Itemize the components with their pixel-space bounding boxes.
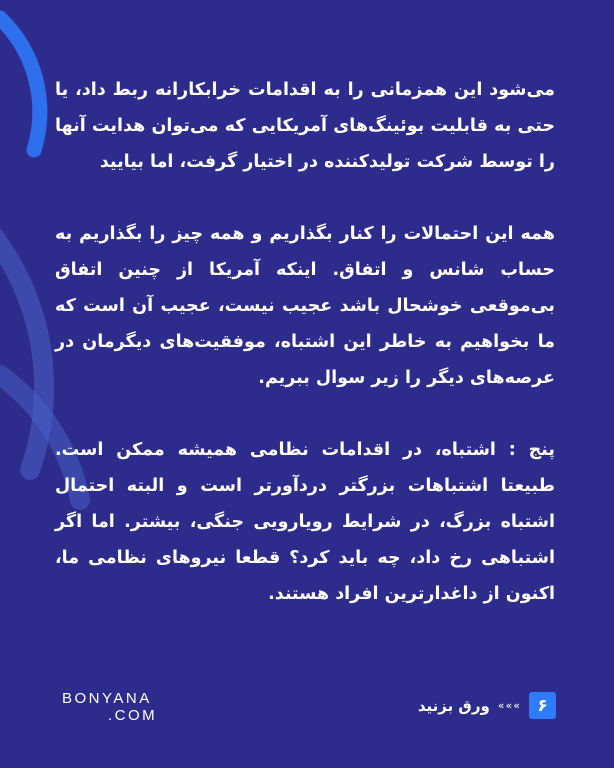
paragraph-3: پنج : اشتباه، در اقدامات نظامی همیشه ممکن است. طبیعتا اشتباهات بزرگتر دردآورتر است و البته احتمال اشتباه بزرگ، در شرایط رویارویی جنگی، بیشتر. اما اگر اشتباهی رخ داد، چه باید کرد؟ قطعا نیروهای نظامی ما، اکنون از داغدارترین افراد هستند. — [55, 440, 555, 604]
left-arc-outer — [0, 220, 44, 470]
brand-logo — [62, 690, 157, 724]
turn-page-label: ورق بزنید — [417, 696, 490, 715]
paragraph-2: همه این احتمالات را کنار بگذاریم و همه چیز را بگذاریم به حساب شانس و اتفاق. اینکه آمریکا از چنین اتفاق بی‌موقعی خوشحال باشد عجیب نیست، عجیب آن است که ما بخواهیم به خاطر این اشتباه، موفقیت‌های دیگرمان در عرصه‌های دیگر را زیر سوال ببریم. — [55, 224, 555, 388]
top-left-arc — [0, 18, 40, 150]
brand-line-1: BONYANA — [62, 690, 152, 707]
turn-page-control[interactable] — [418, 692, 556, 719]
article-text — [55, 72, 555, 648]
chevrons-icon: »»» — [497, 699, 521, 712]
paragraph-1: می‌شود این همزمانی را به اقدامات خرابکارانه ربط داد، یا حتی به قابلیت بوئینگ‌های آمریکایی که می‌توان هدایت آنها را توسط شرکت تولیدکننده در اختیار گرفت، اما بیایید — [55, 80, 555, 172]
footer — [0, 686, 614, 736]
brand-line-2: .COM — [108, 707, 158, 724]
page-number-badge: ۶ — [529, 692, 556, 719]
